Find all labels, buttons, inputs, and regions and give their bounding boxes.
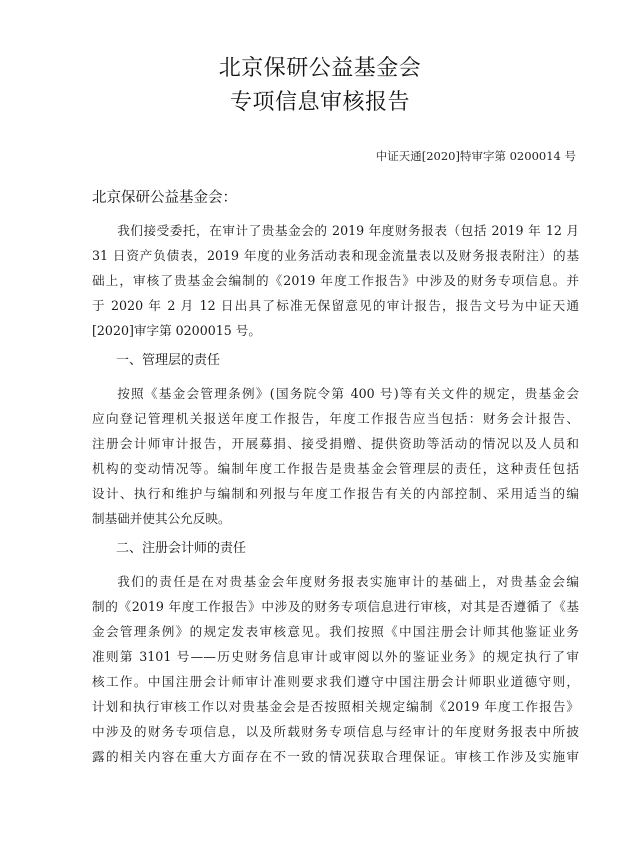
paragraph-line: 注册会计师审计报告，开展募捐、接受捐赠、提供资助等活动的情况以及人员和 <box>92 436 579 451</box>
paragraph-line: 于 2020 年 2 月 12 日出具了标准无保留意见的审计报告，报告文号为中证天通 <box>92 298 579 313</box>
paragraph-engagement <box>92 218 579 343</box>
paragraph-line: 机构的变动情况等。编制年度工作报告是贵基金会管理层的责任，这种责任包括 <box>92 461 579 476</box>
paragraph-line: 准则第 3101 号——历史财务信息审计或审阅以外的鉴证业务》的规定执行了审 <box>92 649 579 664</box>
document-number: 中证天通[2020]特审字第 0200014 号 <box>375 149 576 163</box>
report-title-line1: 北京保研公益基金会 <box>218 56 422 81</box>
paragraph-line: 制的《2019 年度工作报告》中涉及的财务专项信息进行审核，对其是否遵循了《基 <box>92 599 579 614</box>
report-body <box>92 218 579 769</box>
paragraph-line: 核工作。中国注册会计师审计准则要求我们遵守中国注册会计师职业道德守则， <box>92 674 579 689</box>
paragraph-line: 中涉及的财务专项信息，以及所载财务专项信息与经审计的年度财务报表中所披 <box>92 724 579 739</box>
paragraph-line: 露的相关内容在重大方面存在不一致的情况获取合理保证。审核工作涉及实施审 <box>92 749 579 764</box>
paragraph-line: 我们的责任是在对贵基金会年度财务报表实施审计的基础上，对贵基金会编 <box>117 574 579 589</box>
paragraph-line: 制基础并使其公允反映。 <box>92 511 231 526</box>
paragraph-cpa-responsibility <box>92 569 579 769</box>
paragraph-line: 应向登记管理机关报送年度工作报告，年度工作报告应当包括：财务会计报告、 <box>92 411 579 426</box>
paragraph-management-responsibility <box>92 381 579 531</box>
paragraph-line: 金会管理条例》的规定发表审核意见。我们按照《中国注册会计师其他鉴证业务 <box>92 624 579 639</box>
paragraph-line: 设计、执行和维护与编制和列报与年度工作报告有关的内部控制、采用适当的编 <box>92 486 579 501</box>
addressee: 北京保研公益基金会： <box>92 190 237 206</box>
paragraph-line: [2020]审字第 0200015 号。 <box>92 323 261 338</box>
paragraph-line: 31 日资产负债表，2019 年度的业务活动表和现金流量表以及财务报表附注）的基 <box>92 248 579 263</box>
title-block <box>0 52 640 120</box>
paragraph-line: 我们接受委托，在审计了贵基金会的 2019 年度财务报表（包括 2019 年 12 月 <box>117 223 579 238</box>
heading-management-responsibility: 一、管理层的责任 <box>116 353 221 368</box>
paragraph-line: 计划和执行审核工作以对贵基金会是否按照相关规定编制《2019 年度工作报告》 <box>92 699 579 714</box>
report-title-line2: 专项信息审核报告 <box>229 90 410 115</box>
paragraph-line: 按照《基金会管理条例》(国务院令第 400 号)等有关文件的规定，贵基金会 <box>117 386 579 401</box>
paragraph-line: 础上，审核了贵基金会编制的《2019 年度工作报告》中涉及的财务专项信息。并 <box>92 273 579 288</box>
heading-cpa-responsibility: 二、注册会计师的责任 <box>116 541 247 556</box>
